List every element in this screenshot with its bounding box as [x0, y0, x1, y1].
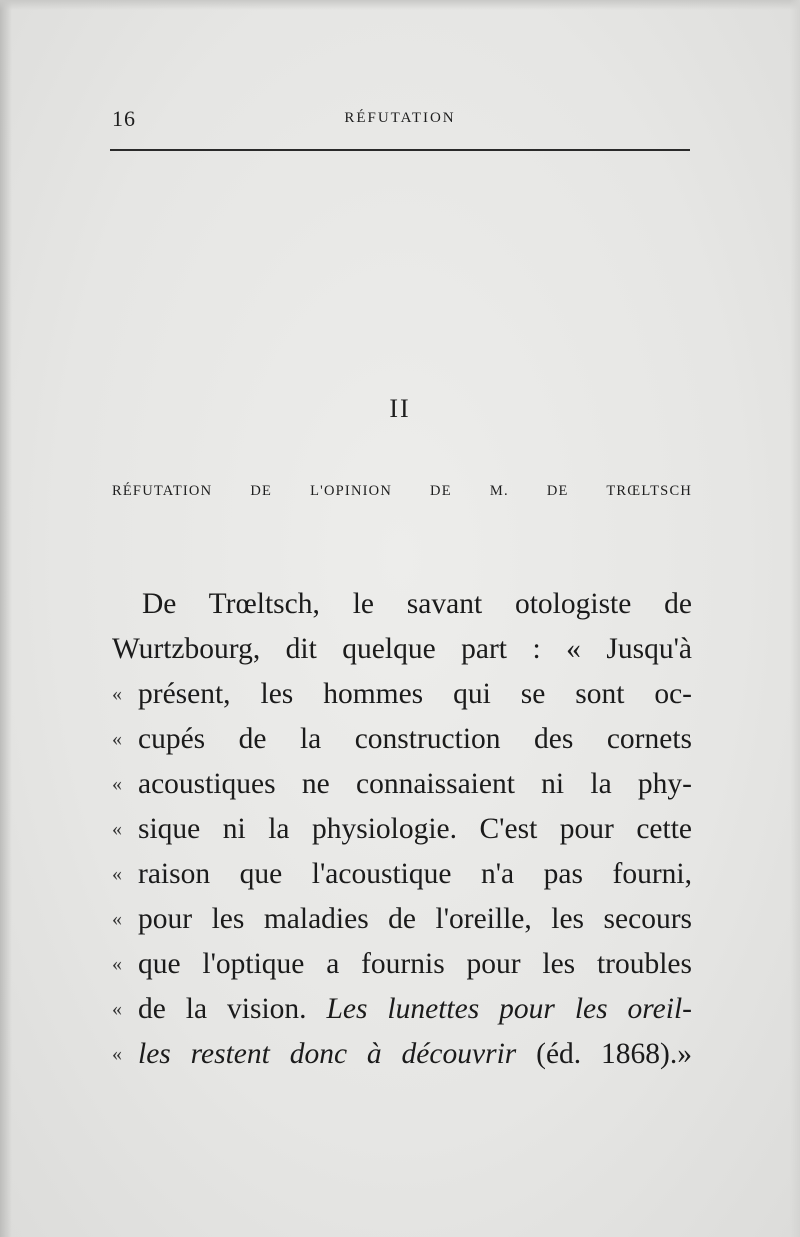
text-line — [112, 762, 692, 807]
text-line-content: acoustiques ne connaissaient ni la phy- — [138, 768, 692, 800]
text-line-roman: (éd. 1868).» — [516, 1038, 692, 1070]
text-line — [112, 942, 692, 987]
quote-mark: « — [112, 773, 122, 795]
text-line-content: raison que l'acoustique n'a pas fourni, — [138, 858, 692, 890]
text-line-italic: les restent donc à découvrir — [138, 1038, 517, 1070]
page-number: 16 — [112, 106, 136, 131]
page-edge-shadow-right — [790, 0, 800, 1237]
text-line — [112, 987, 692, 1032]
quote-mark: « — [112, 728, 122, 750]
page-edge-shadow-top — [0, 0, 800, 10]
quote-mark: « — [112, 863, 122, 885]
body-text — [112, 582, 692, 1077]
quote-mark: « — [112, 683, 122, 705]
text-line-content: sique ni la physiologie. C'est pour cette — [138, 813, 692, 845]
text-line — [112, 672, 692, 717]
text-line-content: que l'optique a fournis pour les troubles — [138, 948, 692, 980]
text-line — [112, 627, 692, 672]
text-line — [112, 582, 692, 627]
quote-mark: « — [112, 908, 122, 930]
running-head: RÉFUTATION — [344, 110, 456, 126]
text-line — [112, 807, 692, 852]
text-line — [112, 897, 692, 942]
text-line-italic: Les lunettes pour les oreil- — [326, 993, 692, 1025]
text-line-content: cupés de la construction des cornets — [138, 723, 692, 755]
text-line-content: présent, les hommes qui se sont oc- — [138, 678, 692, 710]
text-line-roman: de la vision. — [138, 993, 327, 1025]
quote-mark: « — [112, 818, 122, 840]
quote-mark: « — [112, 1043, 122, 1065]
text-line-content: Wurtzbourg, dit quelque part : « Jusqu'à — [112, 633, 692, 665]
page-edge-shadow-left — [0, 0, 12, 1237]
quote-mark: « — [112, 953, 122, 975]
section-number: II — [389, 394, 411, 423]
text-line — [112, 852, 692, 897]
text-line-content: De Trœltsch, le savant otologiste de — [142, 588, 692, 620]
text-line-content: pour les maladies de l'oreille, les secours — [138, 903, 692, 935]
header-rule — [110, 149, 690, 151]
text-line — [112, 717, 692, 762]
section-title: RÉFUTATION DE L'OPINION DE M. DE TRŒLTSCH — [112, 483, 692, 499]
text-line — [112, 1032, 692, 1077]
quote-mark: « — [112, 998, 122, 1020]
